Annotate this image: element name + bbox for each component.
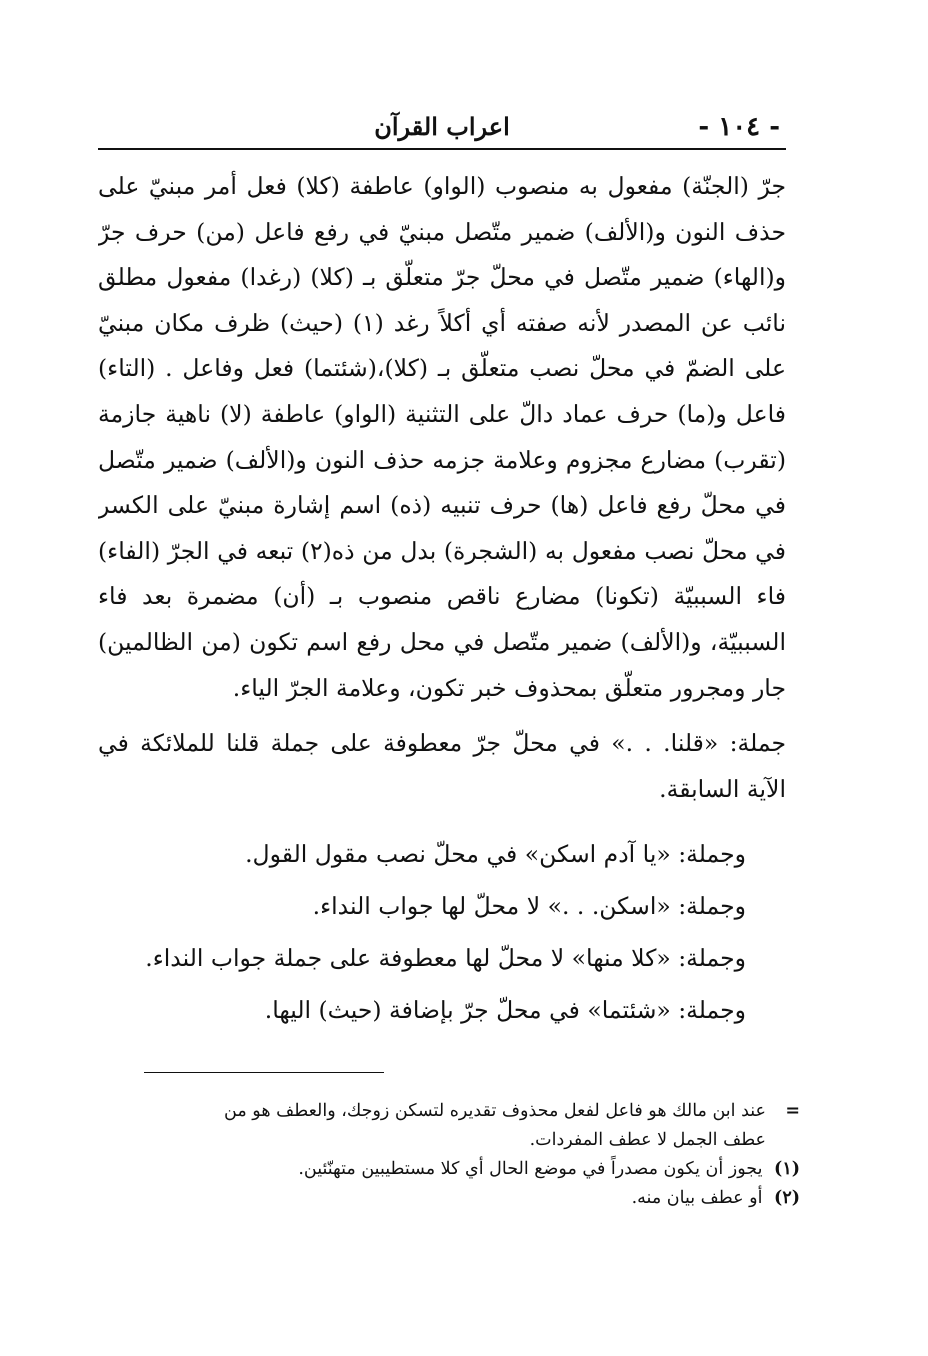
sentence-item: وجملة: «يا آدم اسكن» في محلّ نصب مقول القول. [245,840,746,869]
page-number: - ١٠٤ - [698,112,780,142]
book-page [98,102,786,1262]
sentence-item: وجملة: «اسكن. . .» لا محلّ لها جواب النداء. [312,892,746,921]
text-line: السببيّة، و(الألف) ضمير متّصل في محل رفع اسم تكون (من الظالمين) [98,627,786,656]
running-title: اعراب القرآن [374,112,510,141]
footnote-continuation [110,1097,800,1126]
text-line: و(الهاء) ضمير متّصل في محلّ جرّ متعلّق بـ (كلا) (رغدا) مفعول مطلق [98,263,786,292]
header-rule [98,148,786,150]
text-line: جار ومجرور متعلّق بمحذوف خبر تكون، وعلامة الجرّ الياء. [232,673,786,702]
page-header [98,102,786,146]
text-line: الآية السابقة. [659,774,786,803]
text-line: فاعل و(ما) حرف عماد دالّ على التثنية (الواو) عاطفة (لا) ناهية جازمة [98,399,786,428]
jumla-paragraph [98,721,786,812]
sentence-list [98,828,746,1036]
text-line: فاء السببيّة (تكونا) مضارع ناقص منصوب بـ (أن) مضمرة بعد فاء [98,582,786,611]
main-paragraph [98,164,786,711]
sentence-item: وجملة: «كلا منها» لا محلّ لها معطوفة على جملة جواب النداء. [145,944,746,973]
footnotes [110,1097,800,1213]
text-line: نائب عن المصدر لأنه صفته أي أكلاً رغد (١) (حيث) ظرف مكان مبنيّ [98,308,786,337]
text-line: في محلّ نصب مفعول به (الشجرة) بدل من ذه(٢) تبعه في الجرّ (الفاء) [98,536,786,565]
text-line: جرّ (الجنّة) مفعول به منصوب (الواو) عاطفة (كلا) فعل أمر مبنيّ على [98,172,786,200]
footnote-text: أو عطف بيان منه. [631,1188,763,1208]
continuation-text: عند ابن مالك هو فاعل لفعل محذوف تقديره لتسكن زوجك، والعطف هو من [224,1101,766,1121]
sentence-item: وجملة: «شئتما» في محلّ جرّ بإضافة (حيث) اليها. [264,996,746,1025]
footnote-1 [110,1155,800,1184]
footnote-text: يجوز أن يكون مصدراً في موضع الحال أي كلا مستطيبين متهنّئين. [298,1159,763,1179]
footnote-number: (٢) [774,1188,800,1208]
text-line: جملة: «قلنا. . .» في محلّ جرّ معطوفة على جملة قلنا للملائكة في [98,729,786,758]
footnote-rule [144,1072,384,1073]
text-line: على الضمّ في محلّ نصب متعلّق بـ (كلا)،(شئتما) فعل وفاعل . (التاء) [98,354,786,383]
body-text [98,164,786,1036]
text-line: في محلّ رفع فاعل (ها) حرف تنبيه (ذه) اسم إشارة مبنيّ على الكسر [98,491,786,520]
text-line: حذف النون و(الألف) ضمير متّصل مبنيّ في رفع فاعل (من) حرف جرّ [98,217,786,246]
continuation-mark: = [785,1101,800,1121]
footnote-number: (١) [774,1159,800,1179]
footnote-2 [110,1184,800,1213]
text-line: (تقرب) مضارع مجزوم وعلامة جزمه حذف النون و(الألف) ضمير متّصل [98,445,786,474]
footnote-continuation-line: عطف الجمل لا عطف المفردات. [529,1130,766,1150]
